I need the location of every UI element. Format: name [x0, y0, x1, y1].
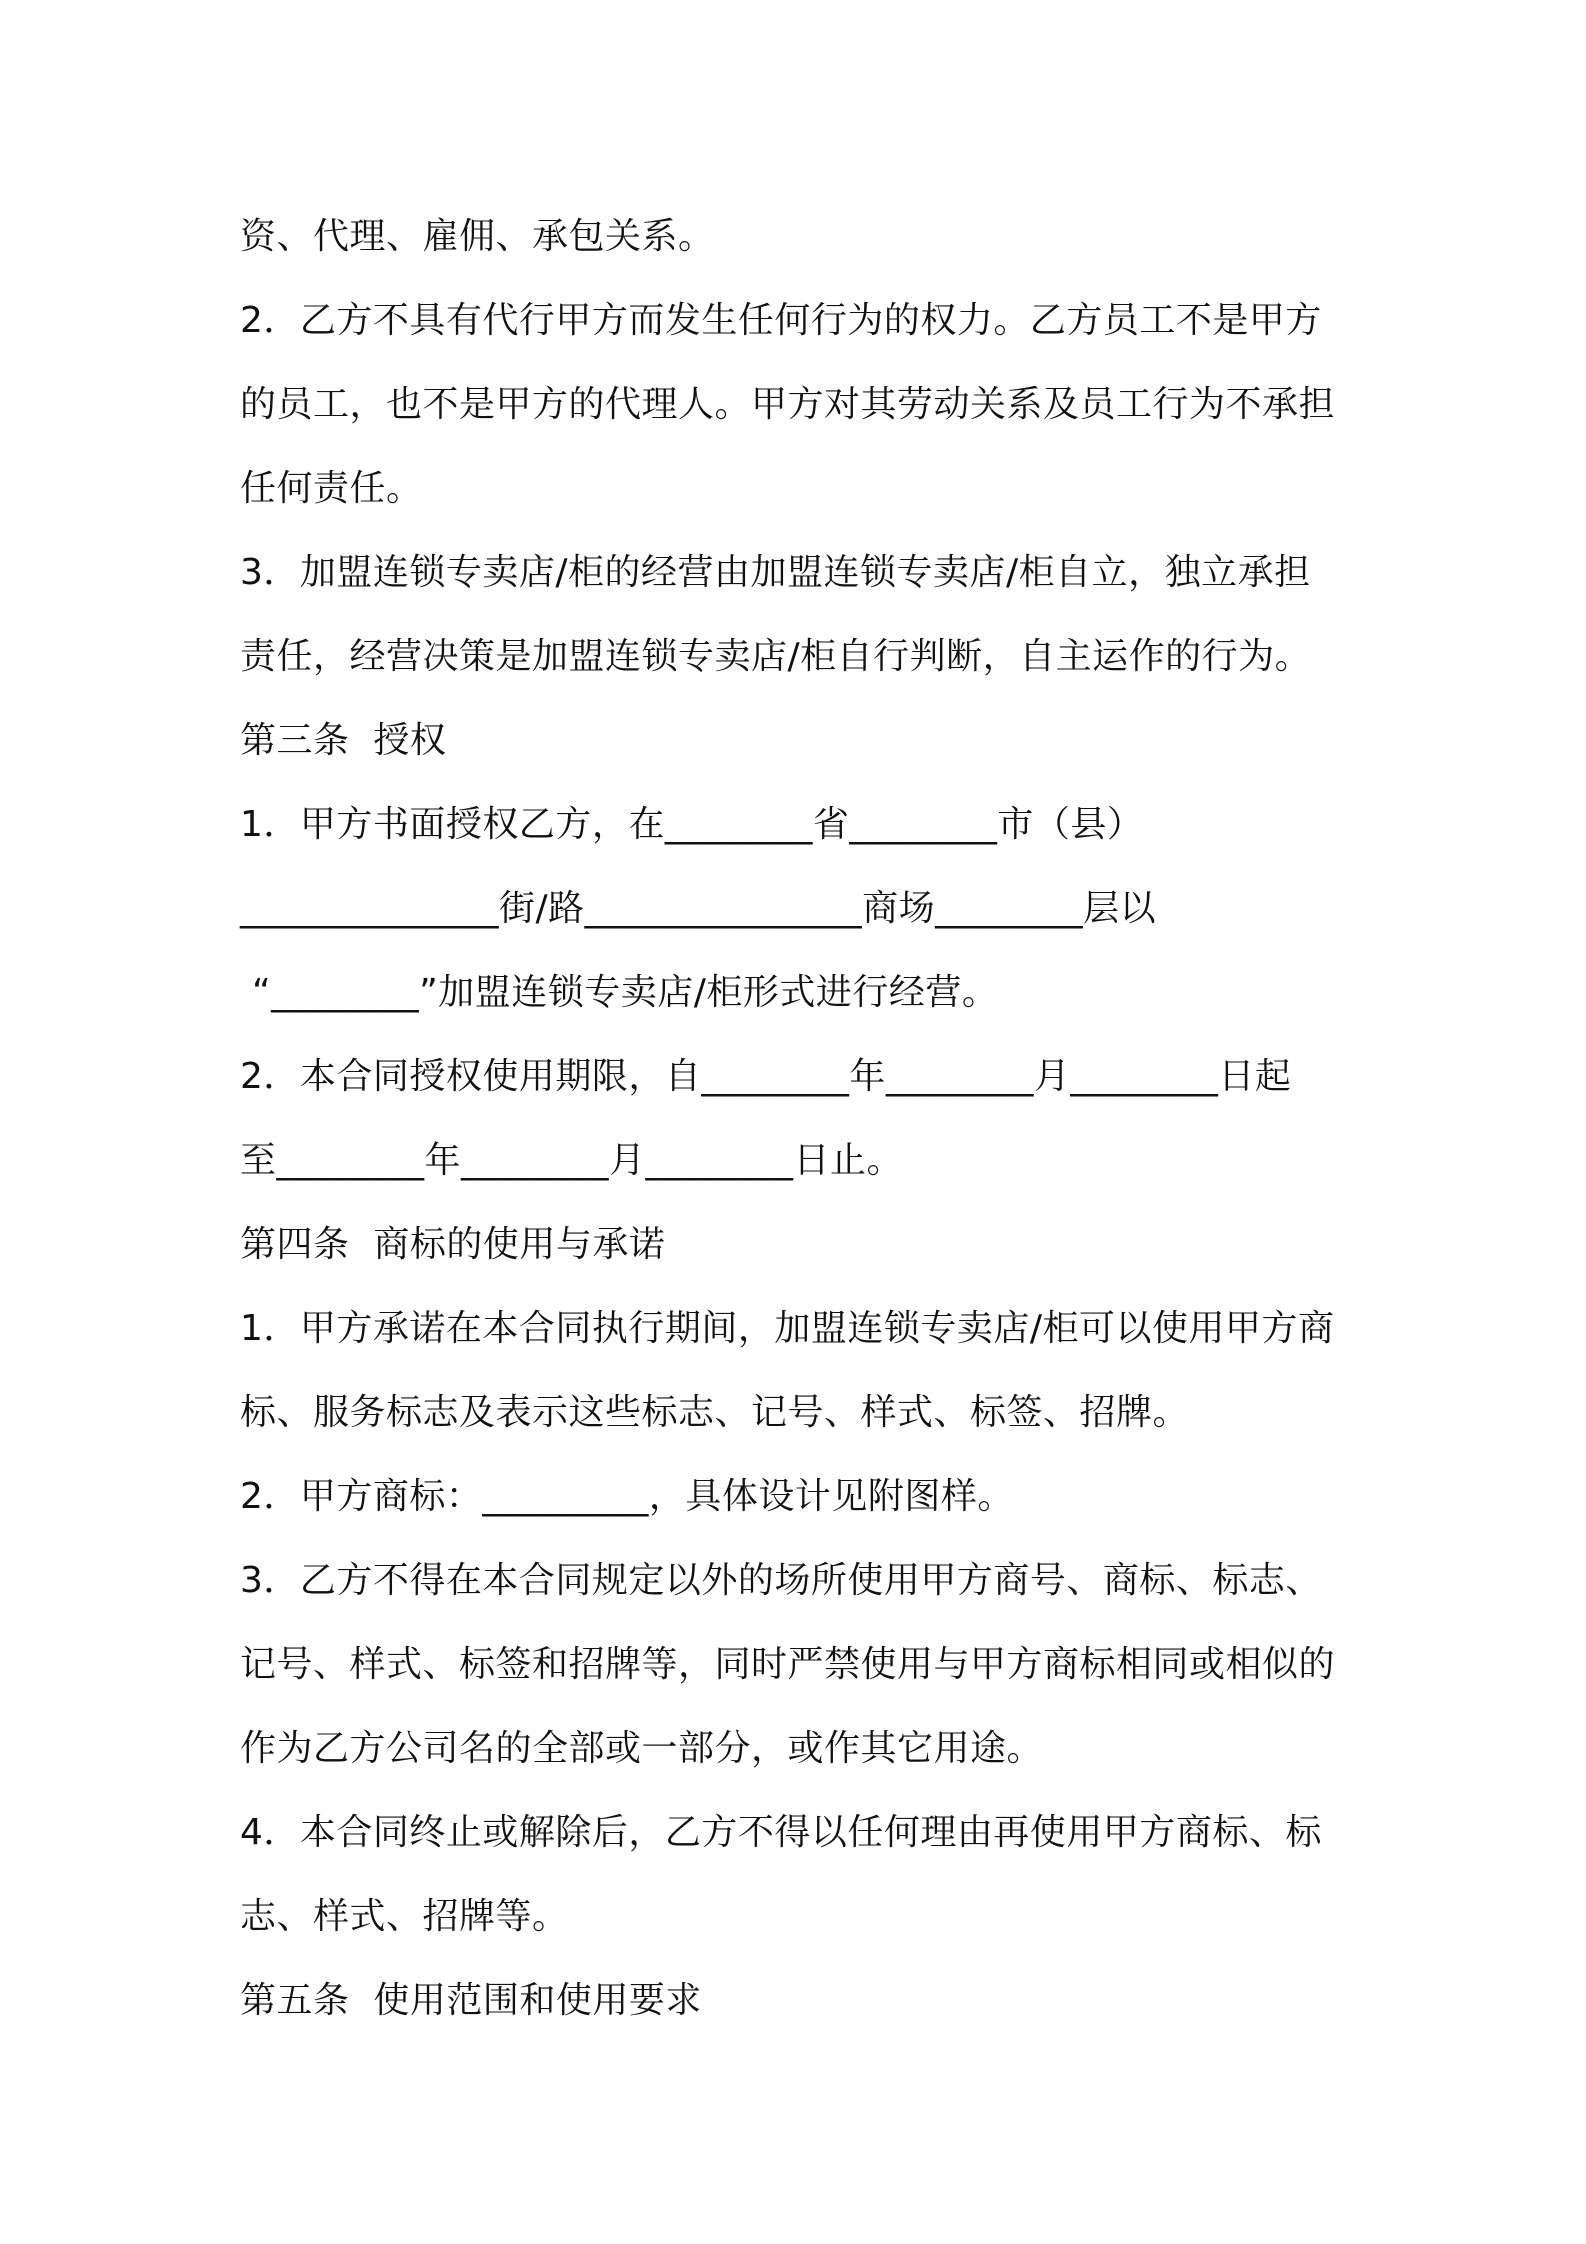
- text-line: 责任，经营决策是加盟连锁专卖店/柜自行判断，自主运作的行为。: [240, 636, 1312, 677]
- text-line: 的员工，也不是甲方的代理人。甲方对其劳动关系及员工行为不承担: [240, 384, 1336, 425]
- text-line: 标、服务标志及表示这些标志、记号、样式、标签、招牌。: [240, 1392, 1190, 1433]
- text-line: 任何责任。: [240, 468, 423, 509]
- text-line: 至________年________月________日止。: [240, 1140, 904, 1181]
- text-line: 3．乙方不得在本合同规定以外的场所使用甲方商号、商标、标志、: [240, 1560, 1322, 1601]
- section-heading: 第五条 使用范围和使用要求: [240, 1980, 702, 2021]
- text-line: 志、样式、招牌等。: [240, 1896, 569, 1937]
- text-line: 2．甲方商标：_________，具体设计见附图样。: [240, 1476, 1014, 1517]
- text-line: 3．加盟连锁专卖店/柜的经营由加盟连锁专卖店/柜自立，独立承担: [240, 552, 1311, 593]
- text-line: 2．乙方不具有代行甲方而发生任何行为的权力。乙方员工不是甲方: [240, 300, 1322, 341]
- section-heading: 第三条 授权: [240, 720, 447, 761]
- document-body: [240, 195, 1360, 2043]
- text-line: 1．甲方书面授权乙方，在________省________市（县）: [240, 804, 1144, 845]
- text-line: 4．本合同终止或解除后，乙方不得以任何理由再使用甲方商标、标: [240, 1812, 1322, 1853]
- text-line: 记号、样式、标签和招牌等，同时严禁使用与甲方商标相同或相似的: [240, 1644, 1336, 1685]
- text-line: 1．甲方承诺在本合同执行期间，加盟连锁专卖店/柜可以使用甲方商: [240, 1308, 1335, 1349]
- section-heading: 第四条 商标的使用与承诺: [240, 1224, 666, 1265]
- text-line: 2．本合同授权使用期限，自________年________月________日起: [240, 1056, 1292, 1097]
- text-line: “________”加盟连锁专卖店/柜形式进行经营。: [240, 972, 999, 1013]
- text-line: ______________街/路_______________商场________层以: [240, 888, 1157, 929]
- text-line: 资、代理、雇佣、承包关系。: [240, 216, 715, 257]
- text-line: 作为乙方公司名的全部或一部分，或作其它用途。: [240, 1728, 1044, 1769]
